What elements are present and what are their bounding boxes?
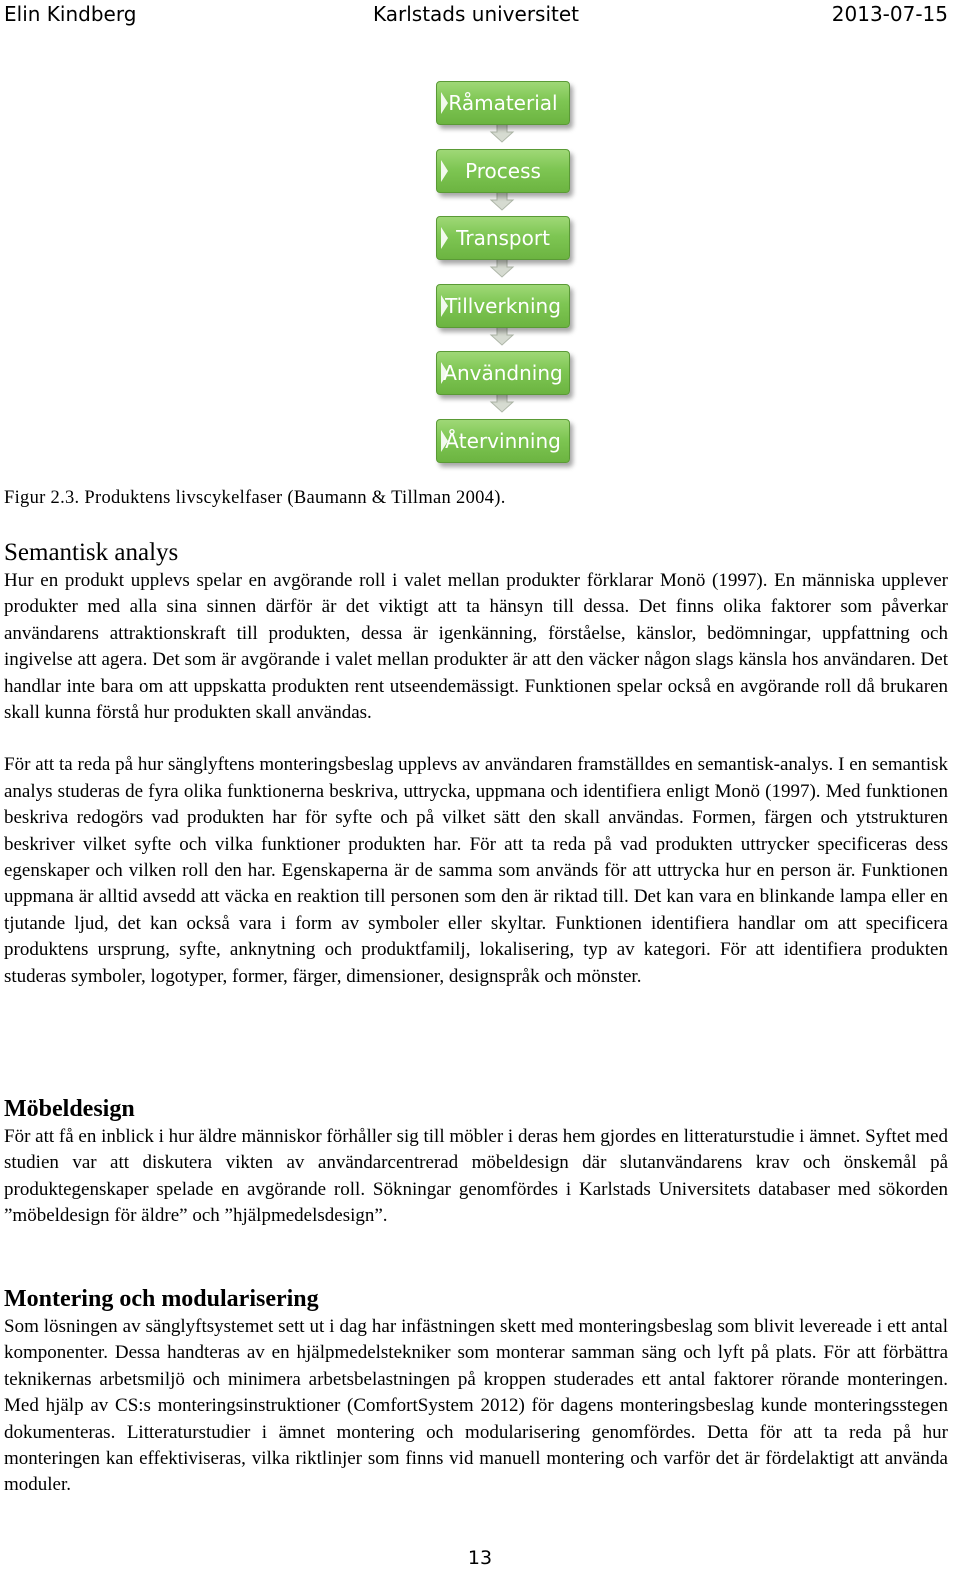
- page-number: 13: [467, 1547, 493, 1569]
- paragraph: För att få en inblick i hur äldre människor förhåller sig till möbler i deras hem gjordes en litteraturstudie i ämnet. Syftet med studien var att diskutera vikten av användarcentrerad möbeldesign där slutanvändarens krav och önskemål på produktegenskaper spelade en avgörande roll. Sökningar genomfördes i Karlstads Universitets databaser med sökorden ”möbeldesign för äldre” och ”hjälpmedelsdesign”.: [4, 1126, 948, 1227]
- flow-step-anvandning: Användning: [436, 351, 570, 395]
- flow-step-tillverkning: Tillverkning: [436, 284, 570, 328]
- lifecycle-flow-diagram: [430, 78, 576, 470]
- paragraph: Som lösningen av sänglyftsystemet sett ut i dag har infästningen skett med monteringsbeslag som blivit levereade i ett antal komponenter. Dessa handteras av en hjälpmedelstekniker som monterar samman säng och lyft på plats. För att förbättra teknikernas arbetsmiljö och minimera arbetsbelastningen på kroppen studerades ett antal faktorer rörande monteringen. Med hjälp av CS:s monteringsinstruktioner (ComfortSystem 2012) för dagens monteringsbeslag kunde monteringsstegen dokumenteras. Litteraturstudier i ämnet montering och modularisering genomfördes. Detta för att ta reda på hur monteringen kan effektiviseras, vilka riktlinjer som finns vid manuell montering och varför det är fördelaktigt att använda moduler.: [4, 1316, 948, 1496]
- flow-step-atervinning: Återvinning: [436, 419, 570, 463]
- section-semantisk-analys: [4, 538, 948, 990]
- section-heading: Montering och modularisering: [4, 1286, 319, 1312]
- section-montering-och-modularisering: [4, 1284, 948, 1499]
- header-date: 2013-07-15: [831, 2, 948, 26]
- flow-arrows: [430, 78, 576, 470]
- header-university: Karlstads universitet: [372, 2, 580, 26]
- paragraph: För att ta reda på hur sänglyftens monteringsbeslag upplevs av användaren framställdes en semantisk-analys. I en semantisk analys studeras de fyra olika funktionerna beskriva, uttrycka, uppmana och identifiera enligt Monö (1997). Med funktionen beskriva redogörs vad produkten har för syfte och på vilket sätt den skall användas. Formen, färgen och ytstrukturen beskriver vilket syfte och vilka funktioner produkten har. För att ta reda på vad produkten uttrycker specificeras dess egenskaper och vilken roll den har. Egenskaperna är de samma som används för att uttrycka hur en person är. Funktionen uppmana är alltid avsedd att väcka en reaktion till personen som den är riktad till. Det kan vara en blinkande lampa eller en tjutande ljud, det kan också vara i form av symboler eller skyltar. Funktionen identifiera handlar om att specificera produktens ursprung, syfte, anknytning och produktfamilj, lokalisering, typ av kategori. För att identifiera produkten studeras symboler, logotyper, former, färger, dimensioner, designspråk och mönster.: [4, 754, 948, 987]
- flow-arrow-4: [491, 327, 513, 345]
- flow-arrow-2: [491, 192, 513, 210]
- page-header: [4, 0, 948, 28]
- section-heading: Semantisk analys: [4, 539, 179, 566]
- figure-caption: Figur 2.3. Produktens livscykelfaser (Baumann & Tillman 2004).: [4, 488, 506, 508]
- flow-arrow-3: [491, 259, 513, 277]
- flow-arrow-5: [491, 394, 513, 412]
- header-author: Elin Kindberg: [4, 2, 137, 26]
- paragraph: Hur en produkt upplevs spelar en avgörande roll i valet mellan produkter förklarar Monö (1997). En människa upplever produkter med alla sina sinnen därför är det viktigt att ta hänsyn till dessa. Det finns olika faktorer som påverkar användarens attraktionskraft till produkten, dessa är igenkänning, förståelse, känslor, bedömningar, uppfattning och ingivelse att agera. Det som är avgörande i valet mellan produkter är att den väcker någon slags känsla hos användaren. Det handlar inte bara om att uppskatta produkten rent utseendemässigt. Funktionen spelar också en avgörande roll då brukaren skall kunna förstå hur produkten skall användas.: [4, 570, 948, 724]
- section-heading: Möbeldesign: [4, 1096, 135, 1122]
- flow-step-ramaterial: Råmaterial: [436, 81, 570, 125]
- section-mobeldesign: [4, 1094, 948, 1230]
- flow-arrow-1: [491, 124, 513, 142]
- flow-step-transport: Transport: [436, 216, 570, 260]
- flow-step-process: Process: [436, 149, 570, 193]
